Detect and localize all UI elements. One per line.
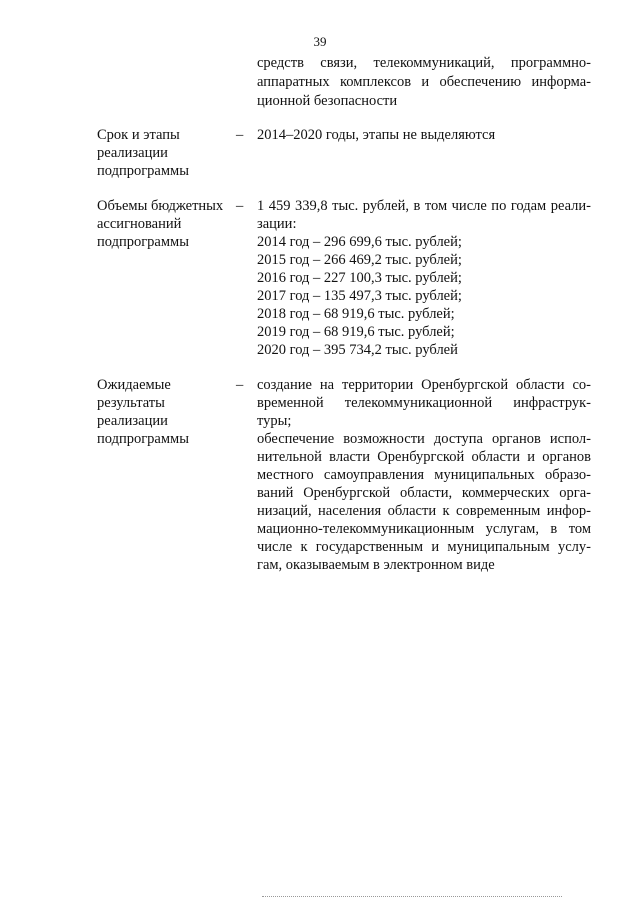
year-allocation: 2020 год – 395 734,2 тыс. рублей — [257, 342, 458, 358]
section-text-line: местного самоуправления муниципальных образо- — [257, 467, 591, 483]
section-text-line: временной телекоммуникационной инфраструк- — [257, 395, 591, 411]
scan-footer-artifact — [262, 896, 562, 901]
section-text-line: 2014–2020 годы, этапы не выделяются — [257, 127, 496, 143]
section-text-line: мационно-телекоммуникационным услугам, в том — [257, 521, 591, 537]
year-allocation: 2017 год – 135 497,3 тыс. рублей; — [257, 288, 462, 304]
section-text-line: низаций, населения области к современным инфор- — [257, 503, 591, 519]
section-dash: – — [236, 127, 244, 143]
section-dash: – — [236, 377, 244, 393]
intro-line: аппаратных комплексов и обеспечению информа- — [257, 74, 591, 90]
year-allocation: 2019 год – 68 919,6 тыс. рублей; — [257, 324, 455, 340]
section-label-line: результаты — [97, 395, 165, 411]
section-text-line: нительной власти Оренбургской области и органов — [257, 449, 591, 465]
section-text-line: туры; — [257, 413, 292, 429]
year-allocation: 2018 год – 68 919,6 тыс. рублей; — [257, 306, 455, 322]
page-number: 39 — [313, 34, 327, 49]
section-text-line: 1 459 339,8 тыс. рублей, в том числе по годам реали- — [257, 198, 591, 214]
section-text-line: зации: — [257, 216, 297, 232]
section-label-line: реализации — [97, 413, 168, 429]
section-text-line: гам, оказываемым в электронном виде — [257, 557, 495, 573]
section-label-line: Объемы бюджетных — [97, 198, 224, 214]
year-allocation: 2016 год – 227 100,3 тыс. рублей; — [257, 270, 462, 286]
section-label-line: Ожидаемые — [97, 377, 171, 393]
section-label-line: реализации — [97, 145, 168, 161]
section-text-line: создание на территории Оренбургской области со- — [257, 377, 591, 393]
section-dash: – — [236, 198, 244, 214]
year-allocation: 2015 год – 266 469,2 тыс. рублей; — [257, 252, 462, 268]
section-text-line: обеспечение возможности доступа органов испол- — [257, 431, 591, 447]
intro-line: средств связи, телекоммуникаций, программно- — [257, 55, 591, 71]
section-label-line: подпрограммы — [97, 234, 189, 250]
section-label-line: ассигнований — [97, 216, 182, 232]
section-label-line: подпрограммы — [97, 163, 189, 179]
section-label-line: подпрограммы — [97, 431, 189, 447]
section-text-line: числе к государственным и муниципальным услу- — [257, 539, 591, 555]
intro-line: ционной безопасности — [257, 93, 398, 109]
section-text-line: ваний Оренбургской области, коммерческих орга- — [257, 485, 591, 501]
section-label-line: Срок и этапы — [97, 127, 180, 143]
year-allocation: 2014 год – 296 699,6 тыс. рублей; — [257, 234, 462, 250]
